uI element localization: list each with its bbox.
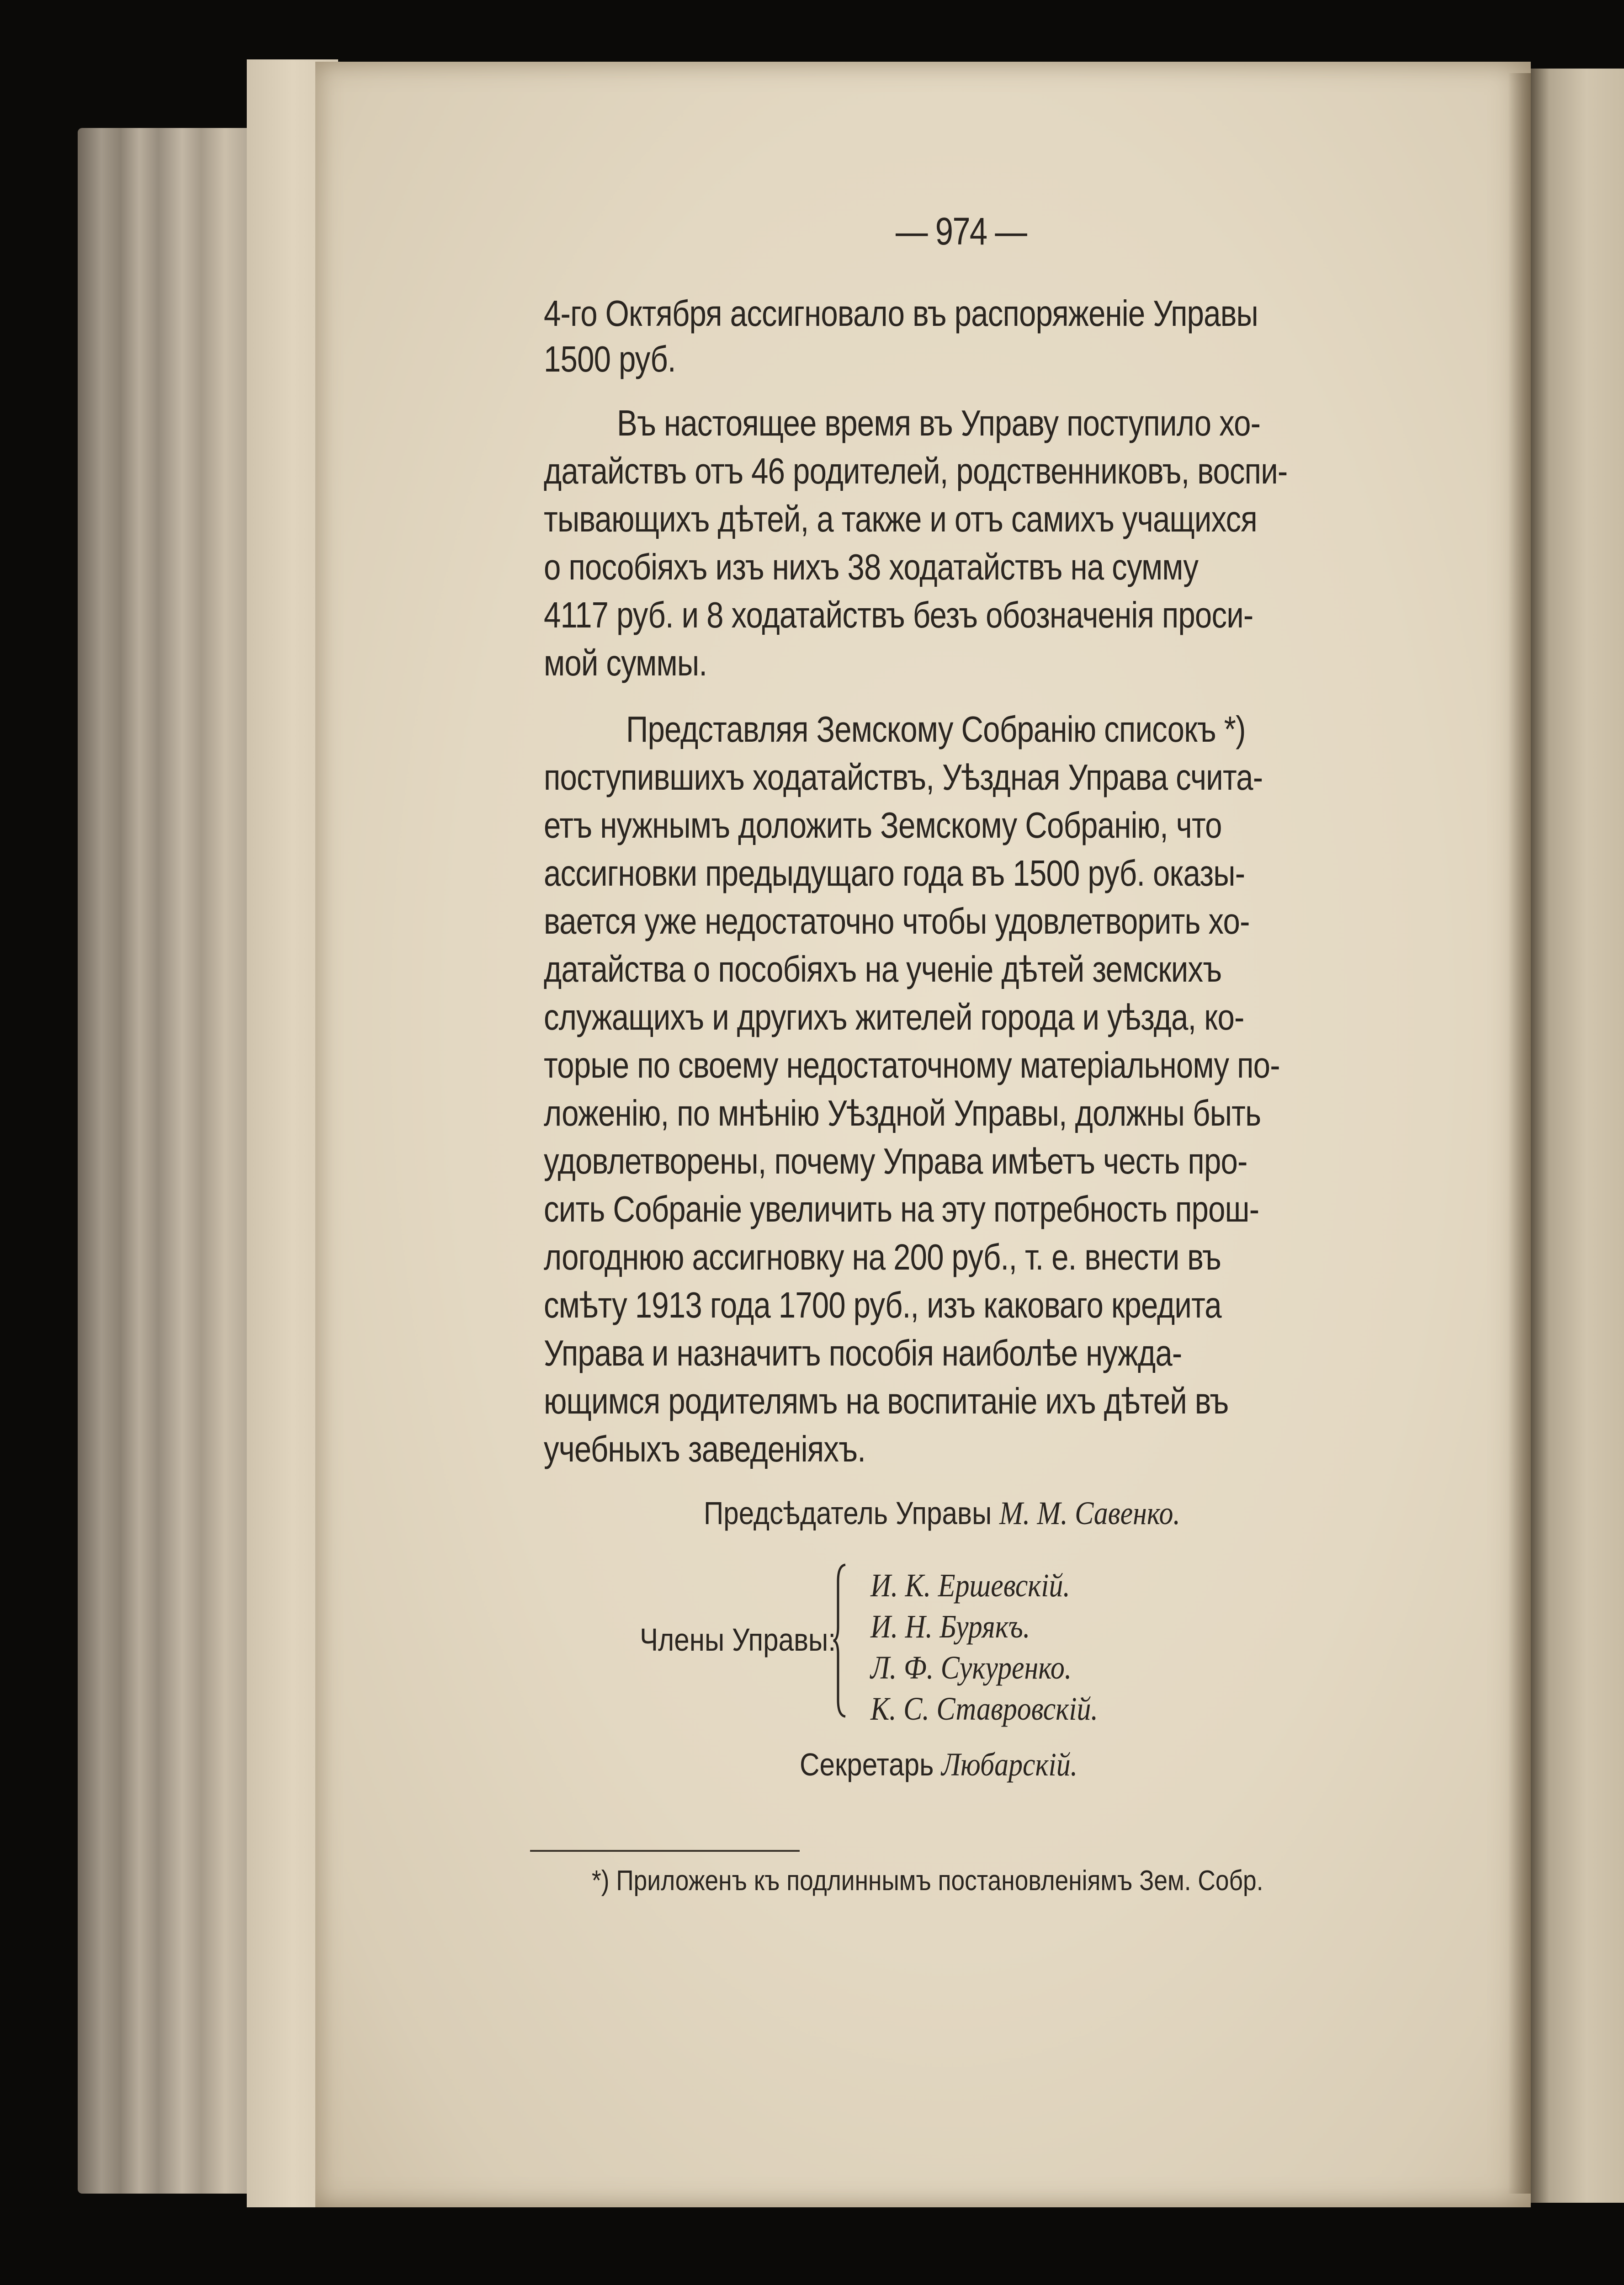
text-line: смѣту 1913 года 1700 руб., изъ каковаго кредита: [544, 1285, 1221, 1325]
chairman-signature: [704, 1494, 1180, 1532]
text-line: 1500 руб.: [544, 339, 676, 379]
text-line: Управа и назначитъ пособія наиболѣе нужда-: [544, 1333, 1182, 1373]
text-line: 4-го Октября ассигновало въ распоряженіе Управы: [544, 293, 1258, 334]
text-line: ющимся родителямъ на воспитаніе ихъ дѣтей въ: [544, 1381, 1229, 1421]
member-name: И. К. Ершевскій.: [870, 1567, 1070, 1604]
secretary-signature: [800, 1746, 1077, 1784]
members-brace: [832, 1563, 848, 1718]
text-line: датайства о пособіяхъ на ученіе дѣтей земскихъ: [544, 949, 1222, 989]
text-line: учебныхъ заведеніяхъ.: [544, 1429, 866, 1469]
text-line: ложенію, по мнѣнію Уѣздной Управы, должны быть: [544, 1093, 1261, 1133]
text-line: служащихъ и другихъ жителей города и уѣзда, ко-: [544, 997, 1244, 1037]
text-line: сить Собраніе увеличить на эту потребность прош-: [544, 1189, 1259, 1229]
text-line: поступившихъ ходатайствъ, Уѣздная Управа счита-: [544, 757, 1263, 797]
footnote: *) Приложенъ къ подлиннымъ постановленіямъ Зем. Собр.: [592, 1865, 1263, 1897]
member-name: Л. Ф. Сукуренко.: [870, 1649, 1072, 1686]
text-line: Представляя Земскому Собранію списокъ *): [626, 709, 1246, 749]
members-label: Члены Управы:: [640, 1622, 836, 1658]
text-line: мой суммы.: [544, 643, 707, 683]
secretary-title: Секретарь: [800, 1747, 934, 1782]
text-line: удовлетворены, почему Управа имѣетъ честь про-: [544, 1141, 1247, 1181]
text-line: логоднюю ассигновку на 200 руб., т. е. внести въ: [544, 1237, 1221, 1277]
text-line: ассигновки предыдущаго года въ 1500 руб. оказы-: [544, 853, 1245, 893]
text-line: торые по своему недостаточному матеріальному по-: [544, 1045, 1280, 1085]
chairman-title: Предсѣдатель Управы: [704, 1495, 992, 1531]
facing-page-edge: [1531, 69, 1624, 2203]
text-line: датайствъ отъ 46 родителей, родственниковъ, воспи-: [544, 451, 1288, 491]
text-line: етъ нужнымъ доложить Земскому Собранію, что: [544, 805, 1222, 845]
secretary-name: Любарскій.: [941, 1746, 1078, 1783]
text-line: 4117 руб. и 8 ходатайствъ безъ обозначенія проси-: [544, 595, 1253, 635]
chairman-name: М. М. Савенко.: [999, 1495, 1180, 1531]
text-line: вается уже недостаточно чтобы удовлетворить хо-: [544, 901, 1250, 941]
footnote-rule: [530, 1850, 800, 1852]
member-name: И. Н. Бурякъ.: [870, 1608, 1030, 1645]
member-name: К. С. Ставровскій.: [870, 1690, 1098, 1727]
text-line: о пособіяхъ изъ нихъ 38 ходатайствъ на сумму: [544, 547, 1199, 587]
text-line: Въ настоящее время въ Управу поступило хо-: [617, 403, 1261, 443]
text-line: тывающихъ дѣтей, а также и отъ самихъ учащихся: [544, 499, 1257, 539]
page-number: — 974 —: [896, 210, 1027, 253]
